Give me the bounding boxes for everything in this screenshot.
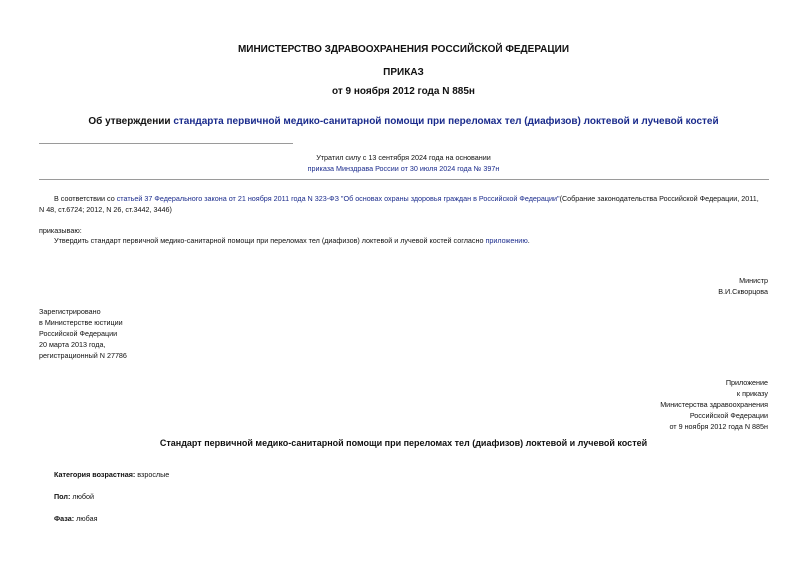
registration-line: Зарегистрировано [39, 307, 101, 316]
appendix-block [560, 377, 768, 432]
order-body-suffix: . [527, 236, 530, 245]
field-value: любая [74, 514, 98, 523]
law-link[interactable]: статьей 37 Федерального закона от 21 ноября 2011 года N 323-ФЗ "Об основах охраны здоровья граждан в Российской Федерации" [116, 194, 560, 203]
appendix-line: к приказу [736, 389, 768, 398]
doc-date-number: от 9 ноября 2012 года N 885н [332, 86, 475, 97]
signature-role: Министр [739, 276, 768, 285]
field-label: Пол: [54, 492, 71, 501]
appendix-link[interactable]: приложению [485, 236, 528, 245]
registration-line: регистрационный N 27786 [39, 351, 127, 360]
appendix-line: Министерства здравоохранения [660, 400, 768, 409]
field-label: Категория возрастная: [54, 470, 136, 479]
appendix-line: Российской Федерации [689, 411, 768, 420]
field-label: Фаза: [54, 514, 75, 523]
order-body [54, 235, 530, 246]
status-line-1: Утратил силу с 13 сентября 2024 года на основании [316, 153, 491, 162]
field-age-category [54, 469, 169, 480]
field-value: любой [70, 492, 95, 501]
status-rule-top [39, 143, 293, 144]
registration-block [39, 306, 127, 361]
field-value: взрослые [135, 470, 170, 479]
signature-name: В.И.Скворцова [718, 287, 768, 296]
preamble-prefix: В соответствии со [54, 194, 117, 203]
registration-line: в Министерстве юстиции [39, 318, 123, 327]
orders-label: приказываю: [39, 226, 82, 235]
preamble-line-1 [54, 193, 759, 204]
appendix-line: Приложение [725, 378, 768, 387]
doc-title-prefix: Об утверждении [88, 116, 174, 127]
registration-line: 20 марта 2013 года, [39, 340, 106, 349]
ministry-heading: МИНИСТЕРСТВО ЗДРАВООХРАНЕНИЯ РОССИЙСКОЙ ФЕДЕРАЦИИ [237, 44, 570, 55]
appendix-line: от 9 ноября 2012 года N 885н [669, 422, 768, 431]
doc-type-heading: ПРИКАЗ [383, 67, 424, 78]
doc-title [0, 116, 807, 127]
preamble-suffix: (Собрание законодательства Российской Федерации, 2011, [559, 194, 759, 203]
doc-title-link[interactable]: стандарта первичной медико-санитарной помощи при переломах тел (диафизов) локтевой и лучевой костей [173, 116, 719, 127]
field-sex [54, 491, 94, 502]
preamble-line-2: N 48, ст.6724; 2012, N 26, ст.3442, 3446) [39, 205, 172, 214]
order-body-prefix: Утвердить стандарт первичной медико-санитарной помощи при переломах тел (диафизов) локтевой и лучевой костей согласно [54, 236, 486, 245]
status-rule-bottom [39, 179, 769, 180]
registration-line: Российской Федерации [39, 329, 118, 338]
status-repeal-link[interactable]: приказа Минздрава России от 30 июля 2024 года № 397н [307, 164, 500, 173]
standard-title: Стандарт первичной медико-санитарной помощи при переломах тел (диафизов) локтевой и лучевой костей [159, 438, 648, 448]
field-phase [54, 513, 98, 524]
